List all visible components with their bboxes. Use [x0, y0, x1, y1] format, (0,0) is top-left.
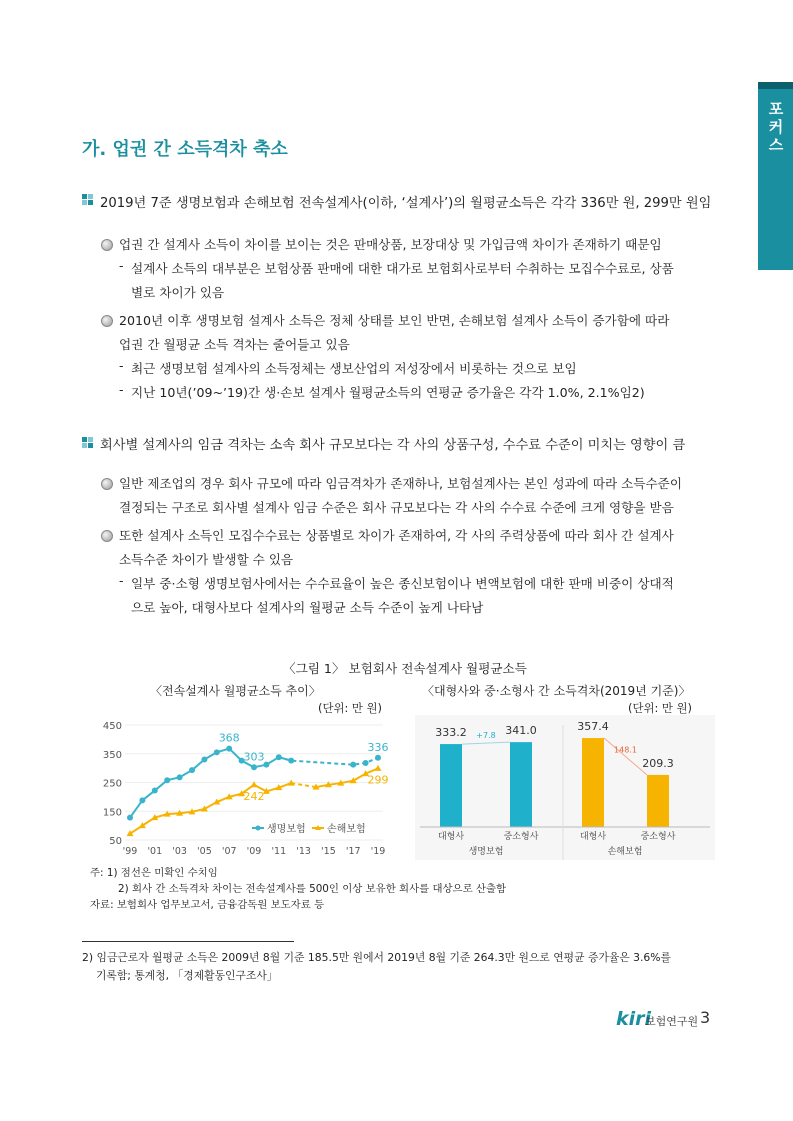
bar-value-label: 209.3: [642, 756, 674, 770]
bullet2-item-line: 으로 높아, 대형사보다 설계사의 월평균 소득 수준이 높게 나타남: [131, 600, 484, 615]
bar-value-label: 333.2: [435, 726, 467, 740]
bullet2-item-line: 또한 설계사 소득인 모집수수료는 상품별로 차이가 존재하여, 각 사의 주력상품에 따라 회사 간 설계사: [119, 528, 674, 543]
bullet1-item-line: 설계사 소득의 대부분은 보험상품 판매에 대한 대가로 보험회사로부터 수취하는 모집수수료로, 상품: [131, 261, 674, 276]
right-chart-subtitle: 〈대형사와 중·소형사 간 소득격차(2019년 기준)〉: [422, 684, 691, 698]
bar-value-label: 357.4: [577, 720, 609, 734]
bullet1-item-line: 최근 생명보험 설계사의 소득정체는 생보산업의 저성장에서 비롯하는 것으로 보임: [131, 361, 577, 376]
y-tick-label: 150: [102, 807, 122, 819]
data-point: [127, 815, 133, 821]
x-tick-label: '15: [321, 846, 336, 857]
x-tick-label: '11: [271, 846, 287, 857]
left-chart-subtitle: 〈전속설계사 월평균소득 추이〉: [150, 684, 321, 698]
x-tick-label: '05: [197, 846, 212, 857]
right-chart-unit: (단위: 만 원): [628, 701, 692, 715]
data-point: [139, 797, 145, 803]
gap-label: +7.8: [476, 731, 496, 741]
page-number: 3: [700, 1008, 711, 1027]
side-tab-char: 포: [768, 100, 784, 118]
bar: [647, 775, 669, 827]
data-point: [214, 749, 220, 755]
bar: [510, 742, 532, 827]
series-line-gap: [291, 783, 316, 787]
section-title: 가. 업권 간 소득격차 축소: [82, 139, 288, 160]
group-label: 손해보험: [607, 847, 643, 857]
bullet2-item-line: 일부 중·소형 생명보험사에서는 수수료율이 높은 종신보험이나 변액보험에 대한 판매 비중이 상대적: [131, 576, 674, 591]
circle-bullet-icon: [101, 478, 113, 490]
dash-bullet: -: [119, 258, 124, 273]
data-label: 303: [243, 750, 265, 764]
gap-label: 148.1: [614, 745, 637, 755]
footnote-line-2: 기록함; 통계청, 「경제활동인구조사」: [96, 969, 278, 982]
figure-note-1: 주: 1) 점선은 미확인 수치임: [90, 867, 218, 879]
data-label: 336: [367, 740, 389, 754]
data-point: [350, 762, 356, 768]
footnote-rule: [82, 941, 294, 942]
bullet2-item-line: 소득수준 차이가 발생할 수 있음: [119, 552, 294, 567]
footer-org-name: 보험연구원: [645, 1015, 699, 1028]
y-tick-label: 350: [102, 749, 122, 761]
data-point: [201, 757, 207, 763]
x-tick-label: '09: [246, 846, 262, 857]
dash-bullet: -: [119, 358, 124, 373]
x-tick-label: '13: [296, 846, 311, 857]
data-point: [375, 755, 381, 761]
legend-marker: [256, 826, 261, 831]
y-tick-label: 450: [102, 721, 122, 732]
data-point: [363, 760, 369, 766]
kiri-logo: kiri: [616, 1008, 652, 1030]
bullet1-item-line: 업권 간 월평균 소득 격차는 줄어들고 있음: [119, 337, 350, 352]
data-point: [177, 774, 183, 780]
y-tick-label: 50: [109, 836, 122, 847]
figure-note-2: 2) 회사 간 소득격차 차이는 전속설계사를 500인 이상 보유한 회사를 대상으로 산출함: [118, 883, 507, 895]
circle-bullet-icon: [101, 239, 113, 251]
category-label: 대형사: [579, 832, 607, 842]
data-point: [288, 758, 294, 764]
x-tick-label: '01: [147, 846, 163, 857]
bar: [440, 744, 462, 827]
bullet1-item-line: 업권 간 설계사 소득이 차이를 보이는 것은 판매상품, 보장대상 및 가입금액 차이가 존재하기 때문임: [119, 237, 662, 252]
bullet1-item-line: 지난 10년(’09~’19)간 생·손보 설계사 월평균소득의 연평균 증가율은 각각 1.0%, 2.1%임2): [131, 385, 645, 400]
data-point: [375, 765, 382, 771]
series-line: [130, 749, 291, 818]
data-point: [152, 788, 158, 794]
category-label: 중소형사: [503, 832, 539, 842]
x-tick-label: '03: [172, 846, 187, 857]
x-tick-label: '17: [345, 846, 361, 857]
x-tick-label: '07: [221, 846, 237, 857]
bullet2-heading: 회사별 설계사의 임금 격차는 소속 회사 규모보다는 각 사의 상품구성, 수수료 수준이 미치는 영향이 큼: [100, 438, 686, 453]
bar-value-label: 341.0: [505, 724, 537, 738]
figure-title: 〈그림 1〉 보험회사 전속설계사 월평균소득: [283, 661, 527, 676]
dash-bullet: -: [119, 382, 124, 397]
data-label: 368: [218, 731, 240, 745]
side-tab-char: 커: [768, 118, 784, 136]
data-point: [189, 767, 195, 773]
bar: [582, 738, 604, 827]
bullet2-item-line: 결정되는 구조로 회사별 설계사 임금 수준은 회사 규모보다는 각 사의 수수료 수준에 크게 영향을 받음: [119, 500, 674, 515]
income-gap-bar-chart: [415, 715, 715, 860]
circle-bullet-icon: [101, 530, 113, 542]
side-tab-label: [766, 100, 786, 154]
circle-bullet-icon: [101, 315, 113, 327]
side-tab-bar: [758, 82, 793, 89]
y-tick-label: 250: [102, 778, 122, 790]
square-bullet-icon: [82, 194, 94, 206]
figure-source: 자료: 보험회사 업무보고서, 금융감독원 보도자료 등: [90, 899, 325, 911]
section-side-tab: [758, 82, 793, 270]
x-tick-label: '19: [370, 846, 386, 857]
legend-label: 생명보험: [267, 824, 306, 835]
group-label: 생명보험: [468, 847, 504, 857]
x-tick-label: '99: [122, 846, 138, 857]
income-trend-line-chart: [90, 715, 400, 860]
side-tab-char: 스: [768, 136, 784, 154]
dash-bullet: -: [119, 573, 124, 588]
bullet1-item-line: 별로 차이가 있음: [131, 285, 225, 300]
data-label: 299: [367, 773, 389, 787]
square-bullet-icon: [82, 437, 94, 449]
category-label: 중소형사: [640, 832, 676, 842]
legend-label: 손해보험: [327, 824, 366, 835]
left-chart-unit: (단위: 만 원): [318, 701, 382, 715]
footnote-line-1: 2) 임금근로자 월평균 소득은 2009년 8월 기준 185.5만 원에서 2019년 8월 기준 264.3만 원으로 연평균 증가율은 3.6%를: [82, 951, 671, 964]
bullet1-heading: 2019년 7준 생명보험과 손해보험 전속설계사(이하, ‘설계사’)의 월평균소득은 각각 336만 원, 299만 원임: [100, 196, 712, 211]
data-point: [276, 754, 282, 760]
data-point: [251, 764, 257, 770]
data-point: [164, 777, 170, 783]
category-label: 대형사: [437, 832, 465, 842]
data-point: [226, 746, 232, 752]
data-label: 242: [243, 789, 265, 803]
bullet1-item-line: 2010년 이후 생명보험 설계사 소득은 정체 상태를 보인 반면, 손해보험 설계사 소득이 증가함에 따라: [119, 313, 670, 328]
bullet2-item-line: 일반 제조업의 경우 회사 규모에 따라 임금격차가 존재하나, 보험설계사는 본인 성과에 따라 소득수준이: [119, 476, 682, 491]
